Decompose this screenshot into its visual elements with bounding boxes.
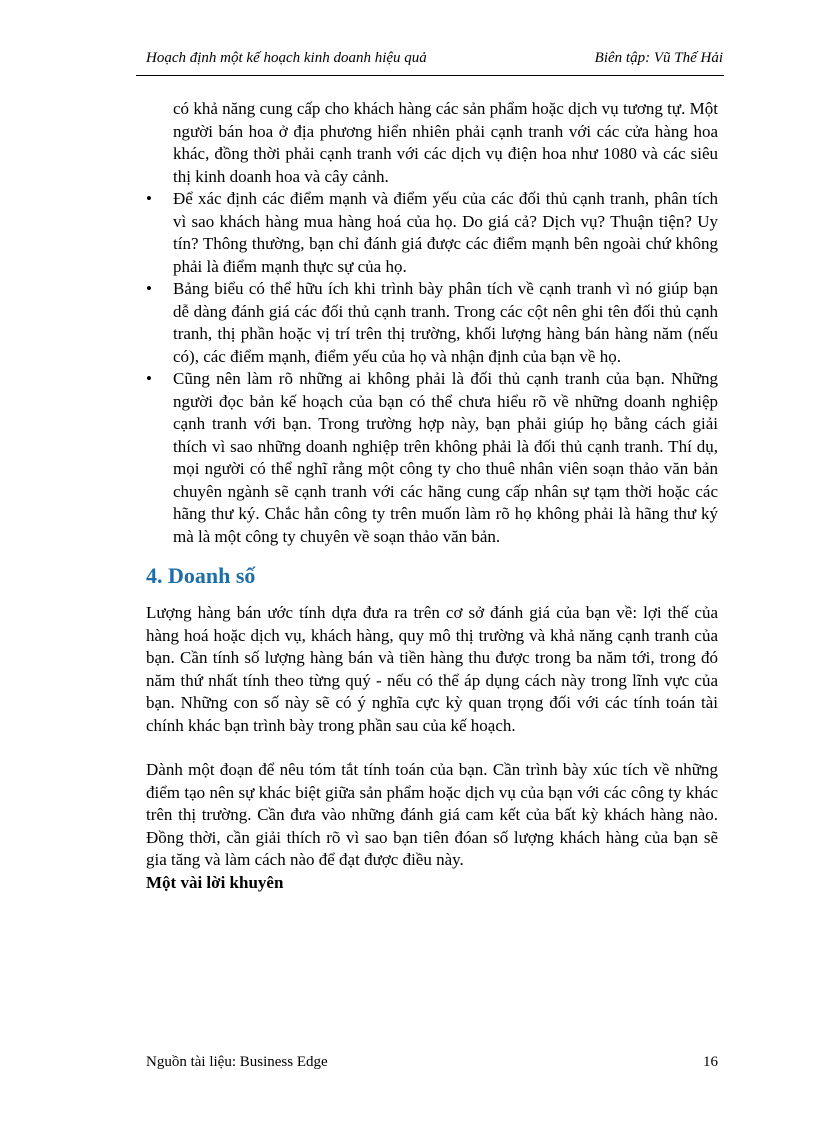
list-item-text: Để xác định các điểm mạnh và điểm yếu của các đối thủ cạnh tranh, phân tích vì sao khách hàng mua hàng hoá của họ. Do giá cả? Dịch vụ? Thuận tiện? Uy tín? Thông thường, bạn chỉ đánh giá được các điểm mạnh bên ngoài chứ không phải là điểm mạnh thực sự của họ.	[173, 189, 718, 276]
list-item	[146, 188, 718, 278]
header-editor: Biên tập: Vũ Thế Hải	[594, 50, 723, 66]
bullet-list	[146, 188, 718, 548]
continuation-paragraph: có khả năng cung cấp cho khách hàng các sản phẩm hoặc dịch vụ tương tự. Một người bán hoa ở địa phương hiển nhiên phải cạnh tranh với các cửa hàng hoa khác, đồng thời phải cạnh tranh với các dịch vụ điện hoa như 1080 và các siêu thị kinh doanh hoa và cây cảnh.	[173, 99, 718, 186]
subheading: Một vài lời khuyên	[146, 872, 284, 892]
header-title: Hoạch định một kế hoạch kinh doanh hiệu quả	[146, 50, 427, 66]
header-divider	[136, 75, 724, 76]
page-body	[146, 98, 718, 894]
section-heading: 4. Doanh số	[146, 563, 256, 588]
page-number: 16	[703, 1054, 718, 1070]
body-paragraph: Dành một đoạn để nêu tóm tắt tính toán của bạn. Cần trình bày xúc tích về những điểm tạo nên sự khác biệt giữa sản phẩm hoặc dịch vụ của bạn với các công ty khác trên thị trường. Cần đưa vào những đánh giá cam kết của bất kỳ khách hàng nào. Đồng thời, cần giải thích rõ vì sao bạn tiên đóan số lượng khách hàng của bạn sẽ gia tăng và làm cách nào để đạt được điều này.	[146, 760, 718, 869]
bullet-icon: •	[146, 279, 152, 298]
list-item-text: Bảng biểu có thể hữu ích khi trình bày phân tích về cạnh tranh vì nó giúp bạn dễ dàng đánh giá các đối thủ cạnh tranh. Trong các cột nên ghi tên đối thủ cạnh tranh, thị phần hoặc vị trí trên thị trường, khối lượng hàng bán hàng năm (nếu có), các điểm mạnh, điểm yếu của họ và nhận định của bạn về họ.	[173, 279, 718, 366]
paragraph-spacer	[146, 737, 718, 759]
list-item	[146, 278, 718, 368]
bullet-icon: •	[146, 369, 152, 388]
bullet-icon: •	[146, 189, 152, 208]
footer-source: Nguồn tài liệu: Business Edge	[146, 1054, 328, 1070]
list-item	[146, 368, 718, 548]
list-item-text: Cũng nên làm rõ những ai không phải là đối thủ cạnh tranh của bạn. Những người đọc bản kế hoạch của bạn có thể chưa hiểu rõ về những doanh nghiệp cạnh tranh với bạn. Trong trường hợp này, bạn phải giúp họ bằng cách giải thích vì sao những doanh nghiệp trên không phải là đối thủ cạnh tranh. Thí dụ, mọi người có thể nghĩ rằng một công ty cho thuê nhân viên soạn thảo văn bản chuyên ngành sẽ cạnh tranh với các hãng cung cấp nhân sự tạm thời hoặc các hãng thư ký. Chắc hẳn công ty trên muốn làm rõ họ không phải là hãng thư ký mà là một công ty chuyên về soạn thảo văn bản.	[173, 369, 718, 546]
body-paragraph: Lượng hàng bán ước tính dựa đưa ra trên cơ sở đánh giá của bạn về: lợi thế của hàng hoá hoặc dịch vụ, khách hàng, quy mô thị trường và khả năng cạnh tranh của bạn. Cần tính số lượng hàng bán và tiền hàng thu được trong ba năm tới, trong đó năm thứ nhất tính theo từng quý - nếu có thể áp dụng cách này trong lĩnh vực của bạn. Những con số này sẽ có ý nghĩa cực kỳ quan trọng đối với các tính toán tài chính khác bạn trình bày trong phần sau của kế hoạch.	[146, 603, 718, 735]
